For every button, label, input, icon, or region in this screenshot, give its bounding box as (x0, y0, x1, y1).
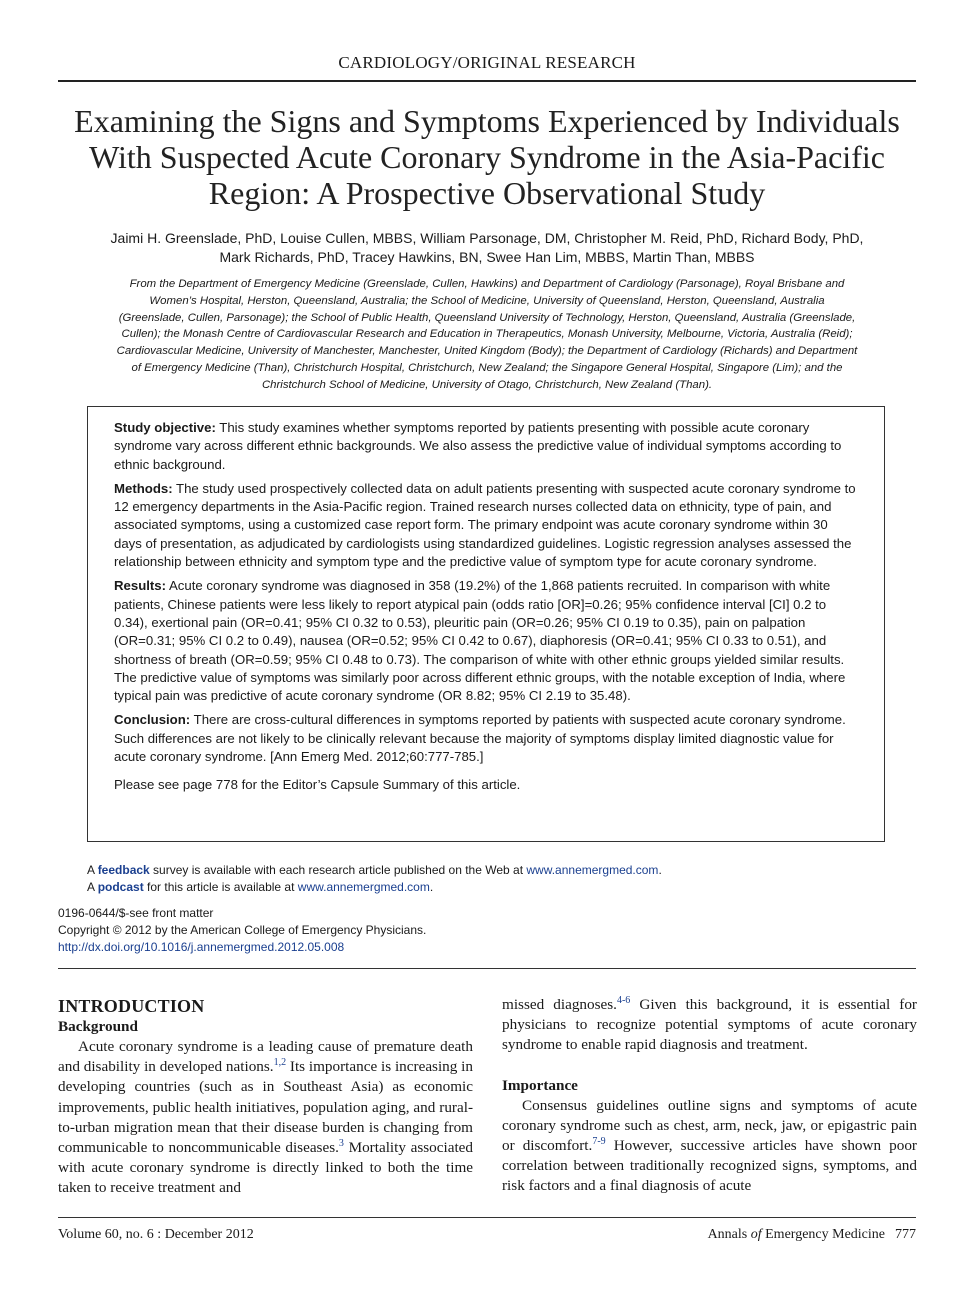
web-notes (87, 862, 917, 896)
footer-rule (58, 1217, 916, 1218)
methods-label: Methods: (114, 480, 173, 496)
affiliation-line: Women’s Hospital, Herston, Queensland, Australia; the School of Medicine, University of Queensland, Herston, Queensland, Australia (149, 294, 825, 307)
affiliation-line: (Greenslade, Cullen, Parsonage); the School of Public Health, Queensland University of Technology, Herston, Queensland, Australia (Greenslade, (118, 311, 856, 324)
imp-text-b: However, successive articles have shown poor correlation between traditionally recognized signs, symptoms, and risk factors and a final diagnosis of acute (502, 1137, 917, 1195)
podcast-pre: A (87, 880, 98, 894)
copyright-line: Copyright © 2012 by the American College of Emergency Physicians. (58, 923, 427, 937)
title-line: With Suspected Acute Coronary Syndrome in the Asia-Pacific (89, 139, 885, 175)
abstract-box (87, 406, 885, 842)
methods-text: The study used prospectively collected data on adult patients presenting with suspected acute coronary syndrome to 12 emergency departments in the Asia-Pacific region. Trained research nurses collected data on ethnicity, type of pain, and associated symptoms, using a customized case report form. The primary endpoint was acute coronary syndrome within 30 days of presentation, as adjudicated by cardiologists using standardized guidelines. Logistic regression analyses assessed the relationship between ethnicity and symptom type and the predictive value of symptom type for acute coronary syndrome. (114, 480, 856, 570)
volume-info: Volume 60, no. 6 : December 2012 (58, 1227, 254, 1242)
author-line: Jaimi H. Greenslade, PhD, Louise Cullen, MBBS, William Parsonage, DM, Christopher M. Reid, PhD, Richard Body, PhD, (110, 230, 864, 246)
bg-text-b: Its importance is increasing in developing countries (such as in Southeast Asia) as economic improvements, public health initiatives, population aging, and rural-to-urban migration mean that their disease burden is changing from communicable to noncommunicable diseases. (58, 1058, 473, 1157)
continued-paragraph (502, 995, 917, 1056)
results-label: Results: (114, 578, 167, 594)
abstract-conclusion (114, 711, 859, 766)
importance-paragraph (502, 1096, 917, 1197)
article-title (58, 103, 916, 211)
journal-name-post: Emergency Medicine (761, 1227, 885, 1242)
bg-text-a: Acute coronary syndrome is a leading cause of premature death and disability in developed nations. (58, 1038, 473, 1076)
title-line: Region: A Prospective Observational Study (208, 175, 766, 211)
left-column (58, 995, 473, 1199)
affiliations (58, 276, 916, 394)
introduction-heading: INTRODUCTION (58, 996, 205, 1016)
author-line: Mark Richards, PhD, Tracey Hawkins, BN, Swee Han Lim, MBBS, Martin Than, MBBS (219, 249, 755, 265)
section-label: CARDIOLOGY/ORIGINAL RESEARCH (338, 53, 636, 72)
citation-link[interactable]: 7-9 (592, 1135, 606, 1147)
background-paragraph (58, 1037, 473, 1199)
affiliation-line: Cardiovascular Medicine, University of Manchester, Manchester, United Kingdom (Body); the Department of Cardiology (Richards) and Department (116, 345, 858, 358)
author-list (58, 229, 916, 267)
right-text-b: Given this background, it is essential for physicians to recognize potential symptoms of acute coronary syndrome to enable rapid diagnosis and treatment. (502, 996, 917, 1054)
abstract-methods (114, 480, 859, 571)
doi-link[interactable]: http://dx.doi.org/10.1016/j.annemergmed.2012.05.008 (58, 940, 345, 954)
affiliation-line: Cullen); the Monash Centre of Cardiovascular Research and Education in Therapeutics, Monash University, Melbourne, Victoria, Australia (Reid); (121, 328, 853, 341)
title-line: Examining the Signs and Symptoms Experienced by Individuals (74, 103, 900, 139)
capsule-note: Please see page 778 for the Editor’s Capsule Summary of this article. (114, 777, 521, 793)
abstract-objective (114, 419, 859, 474)
objective-text: This study examines whether symptoms reported by patients presenting with possible acute coronary syndrome vary across different ethnic backgrounds. We also assess the predictive value of individual symptoms according to ethnic background. (114, 420, 842, 472)
imp-text-a: Consensus guidelines outline signs and symptoms of acute coronary syndrome such as chest, arm, neck, jaw, or epigastric pain or discomfort. (502, 1096, 917, 1155)
bg-text-c: Mortality associated with acute coronary syndrome is directly linked to both the time taken to receive treatment and (58, 1139, 474, 1197)
journal-name-pre: Annals (707, 1227, 751, 1242)
front-matter (58, 905, 658, 956)
citation-link[interactable]: 4-6 (616, 994, 631, 1006)
feedback-post: survey is available with each research article published on the Web at (149, 863, 527, 877)
journal-name-of: of (750, 1227, 762, 1242)
feedback-end: . (658, 863, 662, 877)
header-rule (58, 80, 916, 82)
affiliation-line: From the Department of Emergency Medicine (Greenslade, Cullen, Hawkins) and Department of Cardiology (Parsonage), Royal Brisbane and (129, 278, 845, 290)
page-number: 777 (895, 1227, 916, 1242)
feedback-url-link[interactable]: www.annemergmed.com (526, 863, 659, 877)
feedback-note (87, 862, 917, 879)
right-text-a: missed diagnoses. (502, 996, 617, 1013)
podcast-post: for this article is available at (143, 880, 298, 894)
citation-link[interactable]: 1,2 (273, 1057, 287, 1069)
podcast-link[interactable]: podcast (97, 880, 144, 894)
podcast-note (87, 879, 917, 896)
podcast-url-link[interactable]: www.annemergmed.com (297, 880, 430, 894)
results-text: Acute coronary syndrome was diagnosed in 358 (19.2%) of the 1,868 patients recruited. In comparison with white patients, Chinese patients were less likely to report atypical pain (odds ratio [OR]=0.26; 95% confidence interval [CI] 0.2 to 0.34), exertional pain (OR=0.41; 95% CI 0.32 to 0.53), pleuritic pain (OR=0.26; 95% CI 0.19 to 0.35), pain on palpation (OR=0.31; 95% CI 0.2 to 0.49), nausea (OR=0.52; 95% CI 0.42 to 0.67), diaphoresis (OR=0.41; 95% CI 0.33 to 0.51), and shortness of breath (OR=0.59; 95% CI 0.48 to 0.73). The comparison of white with other ethnic groups yielded similar results. The predictive value of symptoms was similarly poor across different ethnic groups, with the notable exception of India, where typical pain was predictive of acute coronary syndrome (OR 8.82; 95% CI 2.19 to 35.48). (114, 578, 846, 704)
podcast-end: . (429, 880, 434, 894)
abstract-results (114, 577, 859, 705)
objective-label: Study objective: (114, 420, 216, 435)
journal-info (708, 1226, 916, 1244)
background-heading: Background (58, 1018, 138, 1035)
affiliation-line: of Emergency Medicine (Than), Christchurch Hospital, Christchurch, New Zealand; the Singapore General Hospital, Singapore (Lim); and the (131, 361, 843, 374)
importance-heading: Importance (502, 1076, 578, 1094)
frontmatter-rule (58, 968, 916, 969)
affiliation-line: Christchurch School of Medicine, University of Otago, Christchurch, New Zealand (Than). (261, 378, 713, 391)
conclusion-label: Conclusion: (114, 712, 191, 728)
issn-line: 0196-0644/$-see front matter (58, 906, 214, 920)
feedback-link[interactable]: feedback (97, 863, 150, 877)
feedback-pre: A (87, 863, 98, 877)
conclusion-text: There are cross-cultural differences in symptoms reported by patients with suspected acute coronary syndrome. Such differences are not likely to be clinically relevant because the majority of symptoms display limited diagnostic value for acute coronary syndrome. [Ann Emerg Med. 2012;60:777-785.] (114, 712, 846, 765)
right-column (502, 995, 917, 1197)
citation-link[interactable]: 3 (338, 1137, 344, 1149)
